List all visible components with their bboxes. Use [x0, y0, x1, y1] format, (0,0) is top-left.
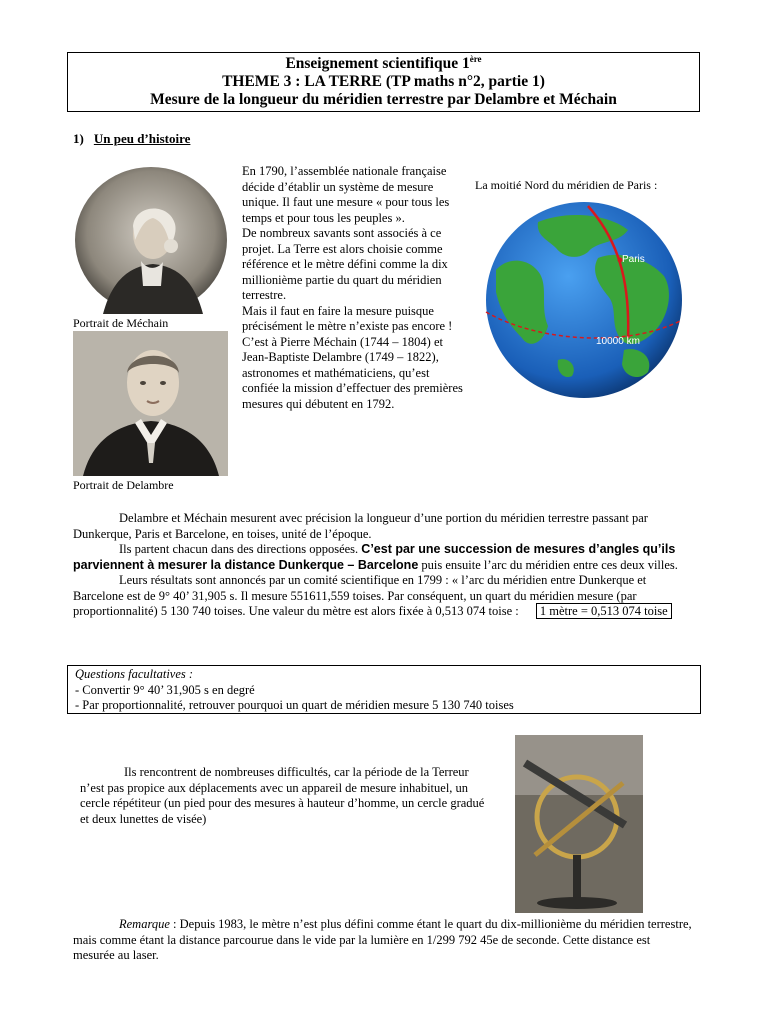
paragraph-1: Delambre et Méchain mesurent avec précision la longueur d’une portion du méridien terrestre passant par Dunkerque, Paris et Barcelone, en toises, unité de l’époque.	[73, 511, 648, 541]
question-item: - Par proportionnalité, retrouver pourquoi un quart de méridien mesure 5 130 740 toises	[75, 698, 514, 712]
remark-label: Remarque	[119, 917, 170, 931]
remark-paragraph: Remarque : Depuis 1983, le mètre n’est plus défini comme étant le quart du dix-millionième du méridien terrestre, mais comme étant la distance parcourue dans le vide par la lumière en 1/299 792 45e de seconde. Cette distance est mesurée au laser.	[73, 917, 692, 962]
difficulties-paragraph: Ils rencontrent de nombreuses difficultés, car la période de la Terreur n’est pas propice aux déplacements avec un appareil de mesure inhabituel, un cercle répétiteur (un pied pour des mesures à hauteur d’homme, un cercle gradué et deux lunettes de visée)	[80, 765, 485, 826]
paragraph-3: Leurs résultats sont annoncés par un comité scientifique en 1799 : « l’arc du méridien entre Dunkerque et Barcelone est de 9° 40’ 31,905 s. Il mesure 551611,559 toises. Par conséquent, un quart du méridien mesure (par proportionnalité) 5 130 740 toises. Une valeur du mètre est alors fixée à 0,513 074 toise : 1 mètre = 0,513 074 toise	[73, 573, 693, 620]
portrait-delambre-image	[73, 331, 228, 476]
header-box	[67, 52, 700, 112]
page-title: Mesure de la longueur du méridien terrestre par Delambre et Méchain	[150, 91, 617, 108]
globe-label-paris: Paris	[622, 254, 645, 265]
paragraph-2: Ils partent chacun dans des directions opposées. C’est par une succession de mesures d’angles qu’ils parviennent à mesurer la distance Dunkerque – Barcelone puis ensuite l’arc du méridien entre ces deux villes.	[73, 542, 678, 572]
questions-box	[67, 665, 701, 714]
globe-image	[478, 200, 690, 400]
portrait-mechain-image	[73, 166, 228, 314]
question-item: - Convertir 9° 40’ 31,905 s en degré	[75, 682, 255, 697]
intro-text: En 1790, l’assemblée nationale française décide d’établir un système de mesure unique. Il faut une mesure « pour tous les temps et pour tous les peuples ». De nombreux savants sont associés à ce projet. La Terre est alors choisie comme référence et le mètre défini comme la dix millionième partie du quart du méridien terrestre. Mais il faut en faire la mesure puisque précisément le mètre n’existe pas encore ! C’est à Pierre Méchain (1744 – 1804) et Jean-Baptiste Delambre (1749 – 1822), astronomes et mathématiciens, qu’est confiée la mission d’effectuer des premières mesures qui débutent en 1792.	[242, 164, 463, 411]
theme-title: THEME 3 : LA TERRE (TP maths n°2, partie 1)	[222, 73, 545, 90]
globe-caption: La moitié Nord du méridien de Paris :	[475, 178, 658, 192]
globe-label-distance: 10000 km	[596, 336, 640, 347]
section-heading: 1) Un peu d’histoire	[73, 131, 191, 146]
portrait-mechain-caption: Portrait de Méchain	[73, 316, 169, 330]
portrait-delambre-caption: Portrait de Delambre	[73, 478, 174, 492]
repeating-circle-image	[515, 735, 643, 913]
meter-definition-box: 1 mètre = 0,513 074 toise	[536, 603, 672, 619]
history-paragraphs	[73, 511, 693, 620]
course-title: Enseignement scientifique 1ère	[285, 53, 482, 72]
questions-title: Questions facultatives :	[75, 667, 194, 681]
